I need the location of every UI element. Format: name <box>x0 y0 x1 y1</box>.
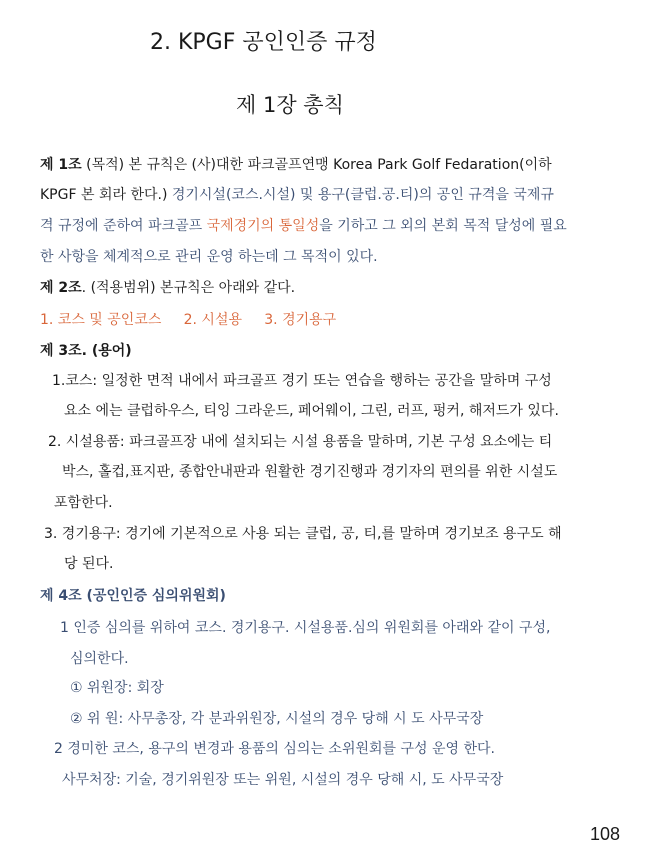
definition-1-line-2: 요소 에는 클럽하우스, 티잉 그라운드, 페어웨이, 그린, 러프, 펑커, 해저드가 있다. <box>64 403 559 419</box>
article-1-text: 격 규정에 준하여 파크골프 <box>40 218 207 234</box>
definition-3-line-1: 3. 경기용구: 경기에 기본적으로 사용 되는 클럽, 공, 티,를 말하며 경기보조 용구도 해 <box>44 526 562 542</box>
article-1-line-1 <box>40 155 552 175</box>
document-title: 2. KPGF 공인인증 규정 <box>150 30 377 55</box>
definition-2-line-2: 박스, 홀컵,표지판, 종합안내판과 원활한 경기진행과 경기자의 편의를 위한 시설도 <box>62 464 558 480</box>
article-4-item-1-line-1: 1 인증 심의를 위하여 코스. 경기용구. 시설용품.심의 위원회를 아래와 같이 구성, <box>60 620 551 636</box>
article-2-line <box>40 278 295 298</box>
article-3-heading: 제 3조. (용어) <box>40 343 132 359</box>
definition-2-line-3: 포함한다. <box>54 495 113 511</box>
article-1-text: (목적) 본 규칙은 (사)대한 파크골프연맹 Korea Park Golf Fedaration(이하 <box>81 157 552 173</box>
page-number: 108 <box>590 824 621 844</box>
definition-2-line-1: 2. 시설용품: 파크골프장 내에 설치되는 시설 용품을 말하며, 기본 구성 요소에는 티 <box>48 434 553 450</box>
article-4-heading: 제 4조 (공인인증 심의위원회) <box>40 588 226 604</box>
article-1-text: KPGF 본 회라 한다.) <box>40 187 172 203</box>
definition-3-line-2: 당 된다. <box>64 556 114 572</box>
article-4-item-2: 2 경미한 코스, 용구의 변경과 용품의 심의는 소위원회를 구성 운영 한다. <box>54 741 495 757</box>
article-1-line-4: 한 사항을 체계적으로 관리 운영 하는데 그 목적이 있다. <box>40 249 378 265</box>
article-1-highlight: 국제경기의 통일성 <box>206 218 320 234</box>
chapter-title: 제 1장 총칙 <box>236 93 344 117</box>
article-2-text: . (적용범위) 본규칙은 아래와 같다. <box>81 280 296 296</box>
article-2-list: 1. 코스 및 공인코스 2. 시설용 3. 경기용구 <box>40 312 337 328</box>
article-2-label: 제 2조 <box>40 280 82 296</box>
article-1-text: 경기시설(코스.시설) 및 용구(클럽.공.티)의 공인 규격을 국제규 <box>171 187 554 203</box>
article-1-text: 을 기하고 그 외의 본회 목적 달성에 필요 <box>319 218 567 234</box>
article-1-line-3 <box>40 216 567 236</box>
definition-1-line-1: 1.코스: 일정한 면적 내에서 파크골프 경기 또는 연습을 행하는 공간을 말하며 구성 <box>52 373 552 389</box>
article-4-item-1-line-2: 심의한다. <box>70 651 129 667</box>
article-1-line-2 <box>40 185 554 205</box>
article-4-members: ② 위 원: 사무총장, 각 분과위원장, 시설의 경우 당해 시 도 사무국장 <box>70 711 484 727</box>
article-1-label: 제 1조 <box>40 157 82 173</box>
article-4-secretary: 사무처장: 기술, 경기위원장 또는 위원, 시설의 경우 당해 시, 도 사무국장 <box>62 772 504 788</box>
article-4-chairman: ① 위원장: 회장 <box>70 680 164 696</box>
